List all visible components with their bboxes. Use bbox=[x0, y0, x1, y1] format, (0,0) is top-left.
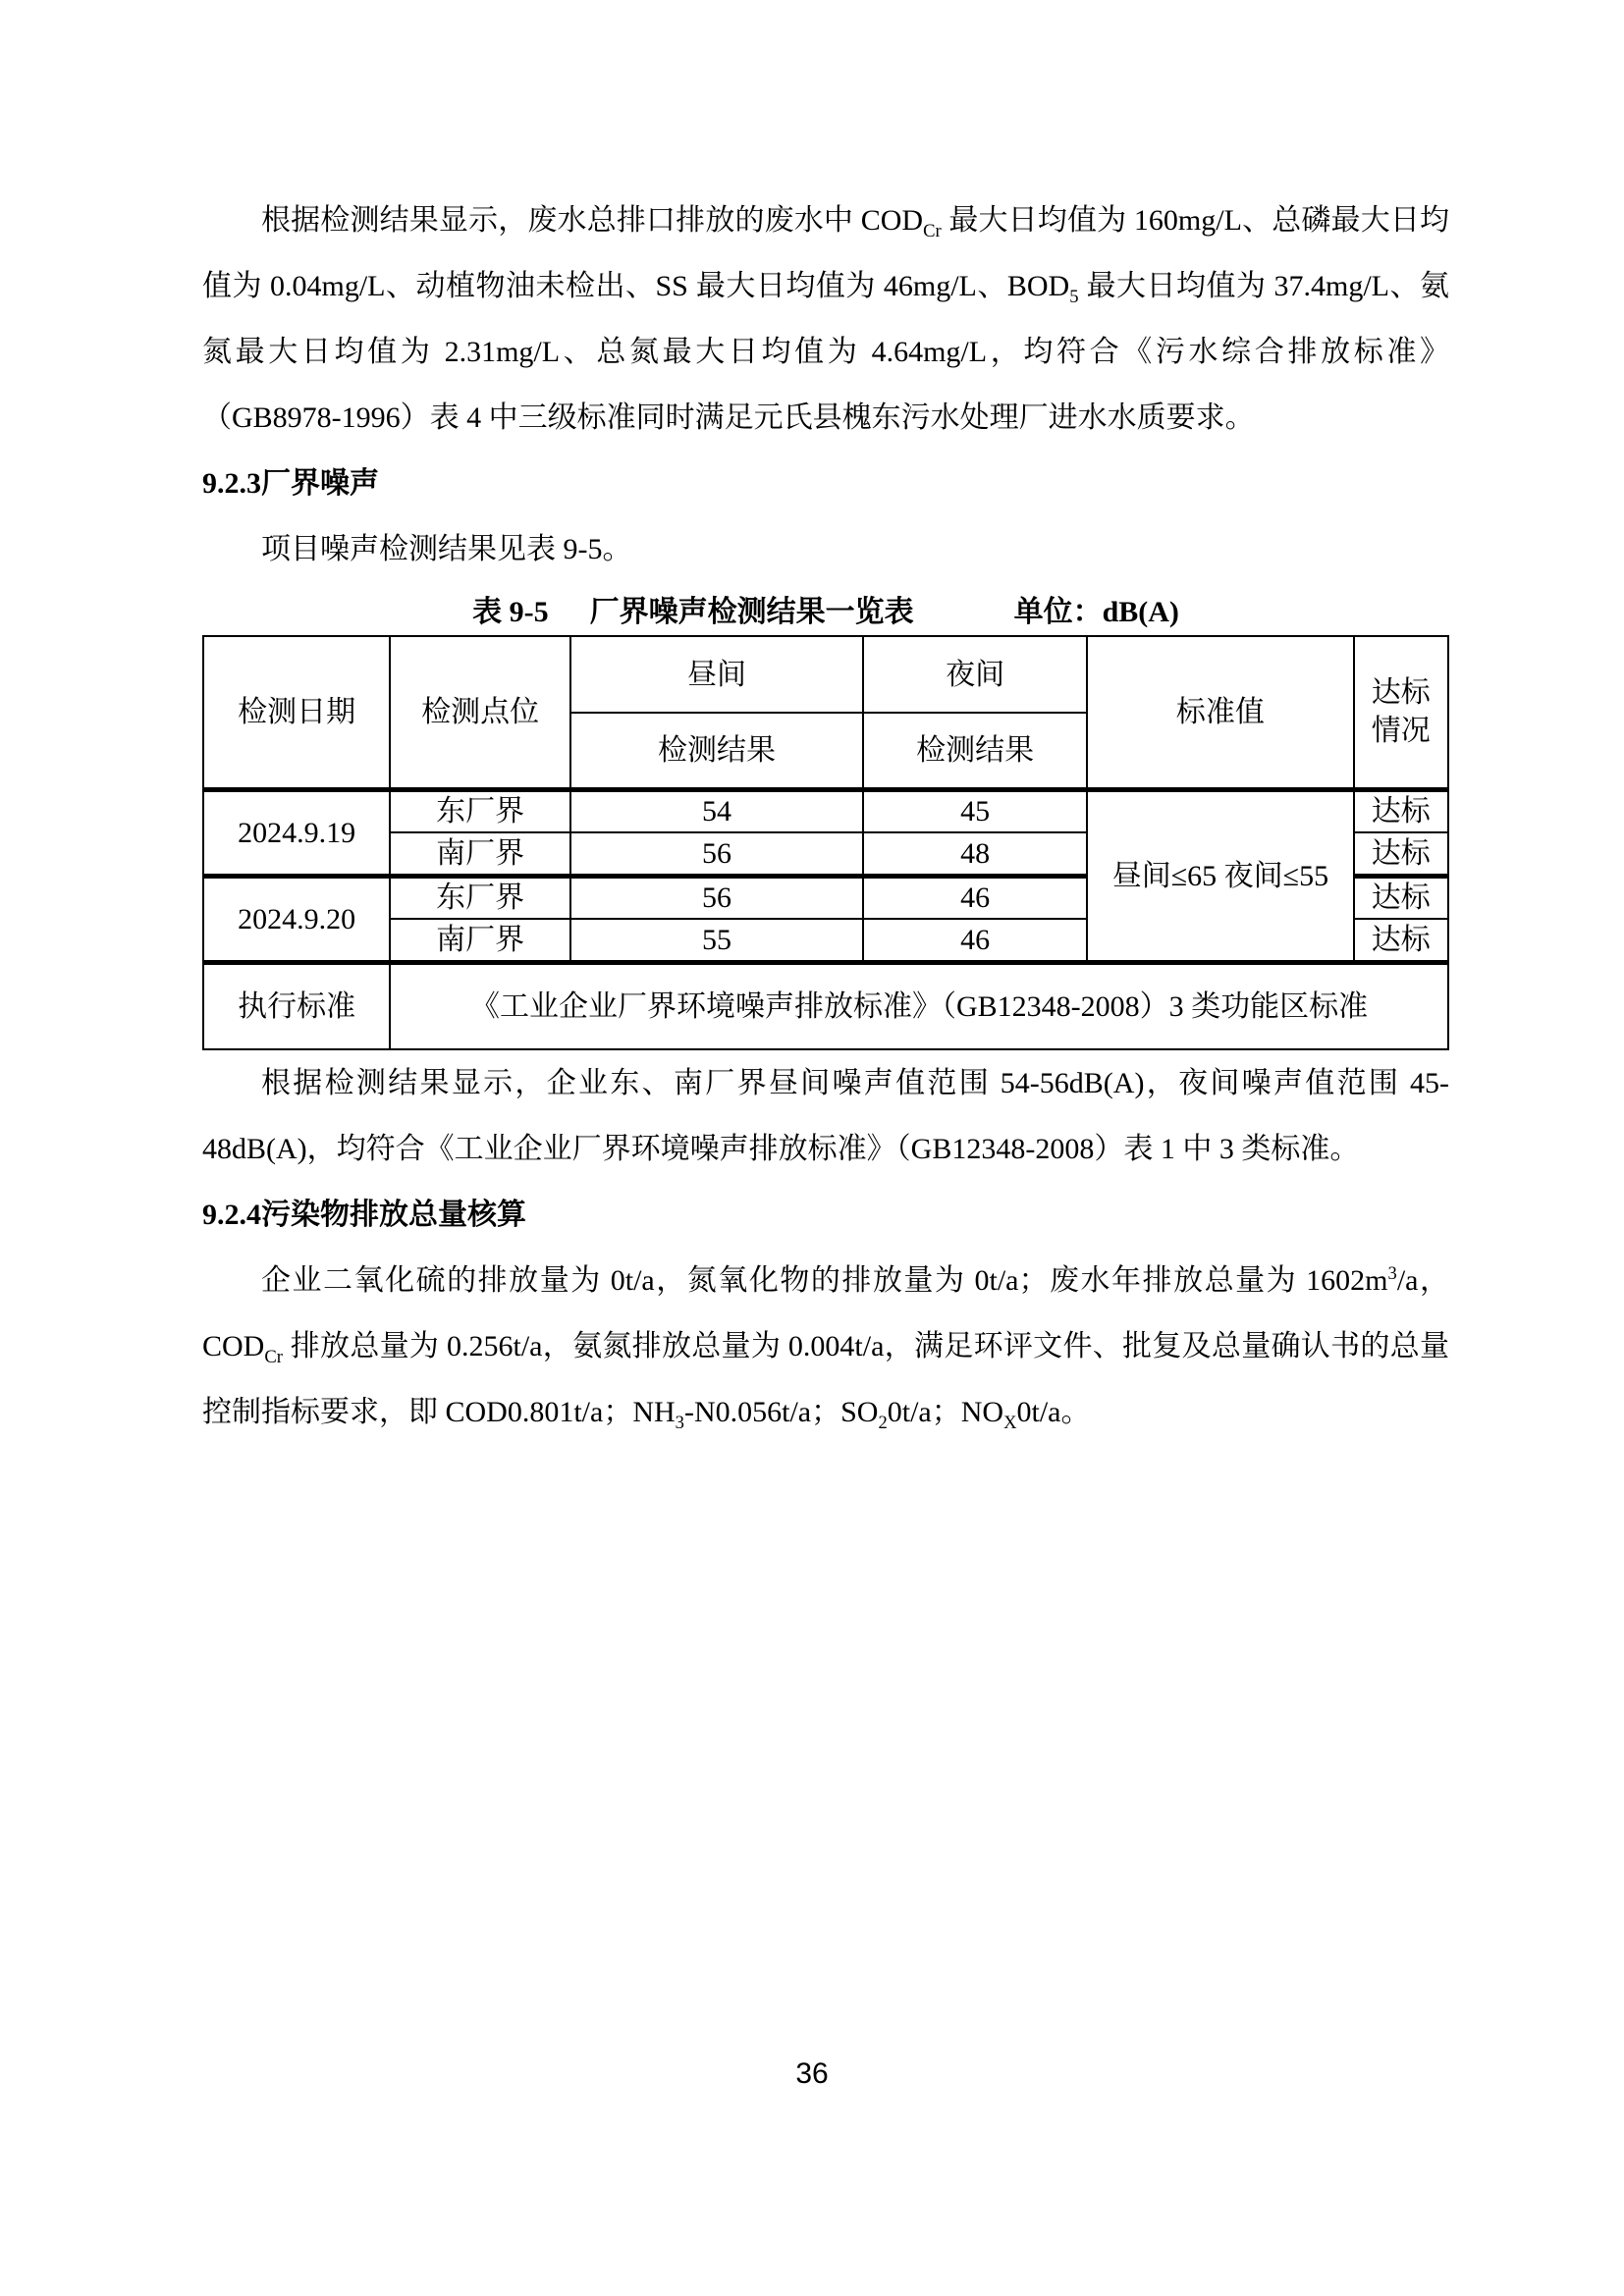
paragraph-noise-summary: 根据检测结果显示，企业东、南厂界昼间噪声值范围 54-56dB(A)，夜间噪声值范围 45-48dB(A)，均符合《工业企业厂界环境噪声排放标准》（GB12348-2008）表 1 中 3 类标准。 bbox=[202, 1067, 1449, 1165]
header-cell-night: 夜间 bbox=[863, 636, 1087, 713]
header-cell-night-result: 检测结果 bbox=[863, 713, 1087, 789]
cell-day-value: 55 bbox=[570, 919, 863, 962]
cell-point: 东厂界 bbox=[390, 789, 570, 832]
cell-point: 南厂界 bbox=[390, 919, 570, 962]
cell-point: 南厂界 bbox=[390, 832, 570, 876]
paragraph-noise-intro: 项目噪声检测结果见表 9-5。 bbox=[261, 533, 632, 565]
cell-date: 2024.9.20 bbox=[203, 876, 390, 962]
cell-night-value: 45 bbox=[863, 789, 1087, 832]
cell-day-value: 54 bbox=[570, 789, 863, 832]
table-caption-unit: 单位：dB(A) bbox=[1013, 596, 1179, 628]
cell-exec-value: 《工业企业厂界环境噪声排放标准》（GB12348-2008）3 类功能区标准 bbox=[390, 962, 1448, 1049]
cell-night-value: 48 bbox=[863, 832, 1087, 876]
cell-exec-label: 执行标准 bbox=[203, 962, 390, 1049]
cell-status: 达标 bbox=[1354, 832, 1448, 876]
section-heading-9-2-4: 9.2.4污染物排放总量核算 bbox=[202, 1199, 526, 1231]
cell-status: 达标 bbox=[1354, 876, 1448, 919]
cell-night-value: 46 bbox=[863, 919, 1087, 962]
cell-day-value: 56 bbox=[570, 832, 863, 876]
table-caption-label: 表 9-5 bbox=[472, 596, 549, 628]
noise-results-table bbox=[202, 635, 1449, 1050]
cell-status: 达标 bbox=[1354, 789, 1448, 832]
cell-date: 2024.9.19 bbox=[203, 789, 390, 876]
paragraph-wastewater-results: 根据检测结果显示，废水总排口排放的废水中 $COD_{Cr}$ 最大日均值为 160mg/L、总磷最大日均值为 0.04mg/L、动植物油未检出、SS 最大日均值为 46mg/L、$BOD_5$ 最大日均值为 37.4mg/L、氨氮最大日均值为 2.31mg/L、总氮最大日均值为 4.64mg/L，均符合《污水综合排放标准》（GB8978-1996）表 4 中三级标准同时满足元氏县槐东污水处理厂进水水质要求。 bbox=[202, 204, 1449, 434]
cell-night-value: 46 bbox=[863, 876, 1087, 919]
page-content bbox=[202, 187, 1449, 1445]
header-cell-standard: 标准值 bbox=[1087, 636, 1353, 789]
header-cell-compliance: 达标情况 bbox=[1354, 636, 1448, 789]
paragraph-total-emissions: 企业二氧化硫的排放量为 0t/a，氮氧化物的排放量为 0t/a；废水年排放总量为 $1602m^3/a$，$COD_{Cr}$ 排放总量为 0.256t/a，氨氮排放总量为 0.004t/a，满足环评文件、批复及总量确认书的总量控制指标要求，即 COD0.801t/a；$NH_3-N0.056t/a$；$SO_20t/a$；$NO_X0t/a$。 bbox=[202, 1263, 1449, 1433]
table-header-row-1 bbox=[203, 636, 1448, 713]
header-cell-day-result: 检测结果 bbox=[570, 713, 863, 789]
table-caption bbox=[202, 582, 1449, 635]
section-heading-9-2-3: 9.2.3厂界噪声 bbox=[202, 467, 379, 500]
table-row bbox=[203, 789, 1448, 832]
cell-day-value: 56 bbox=[570, 876, 863, 919]
table-exec-standard-row bbox=[203, 962, 1448, 1049]
cell-point: 东厂界 bbox=[390, 876, 570, 919]
header-cell-date: 检测日期 bbox=[203, 636, 390, 789]
page-number: 36 bbox=[795, 2057, 829, 2090]
header-cell-point: 检测点位 bbox=[390, 636, 570, 789]
cell-standard-value: 昼间≤65 夜间≤55 bbox=[1087, 789, 1353, 962]
cell-status: 达标 bbox=[1354, 919, 1448, 962]
table-caption-title: 厂界噪声检测结果一览表 bbox=[589, 596, 914, 628]
header-cell-day: 昼间 bbox=[570, 636, 863, 713]
